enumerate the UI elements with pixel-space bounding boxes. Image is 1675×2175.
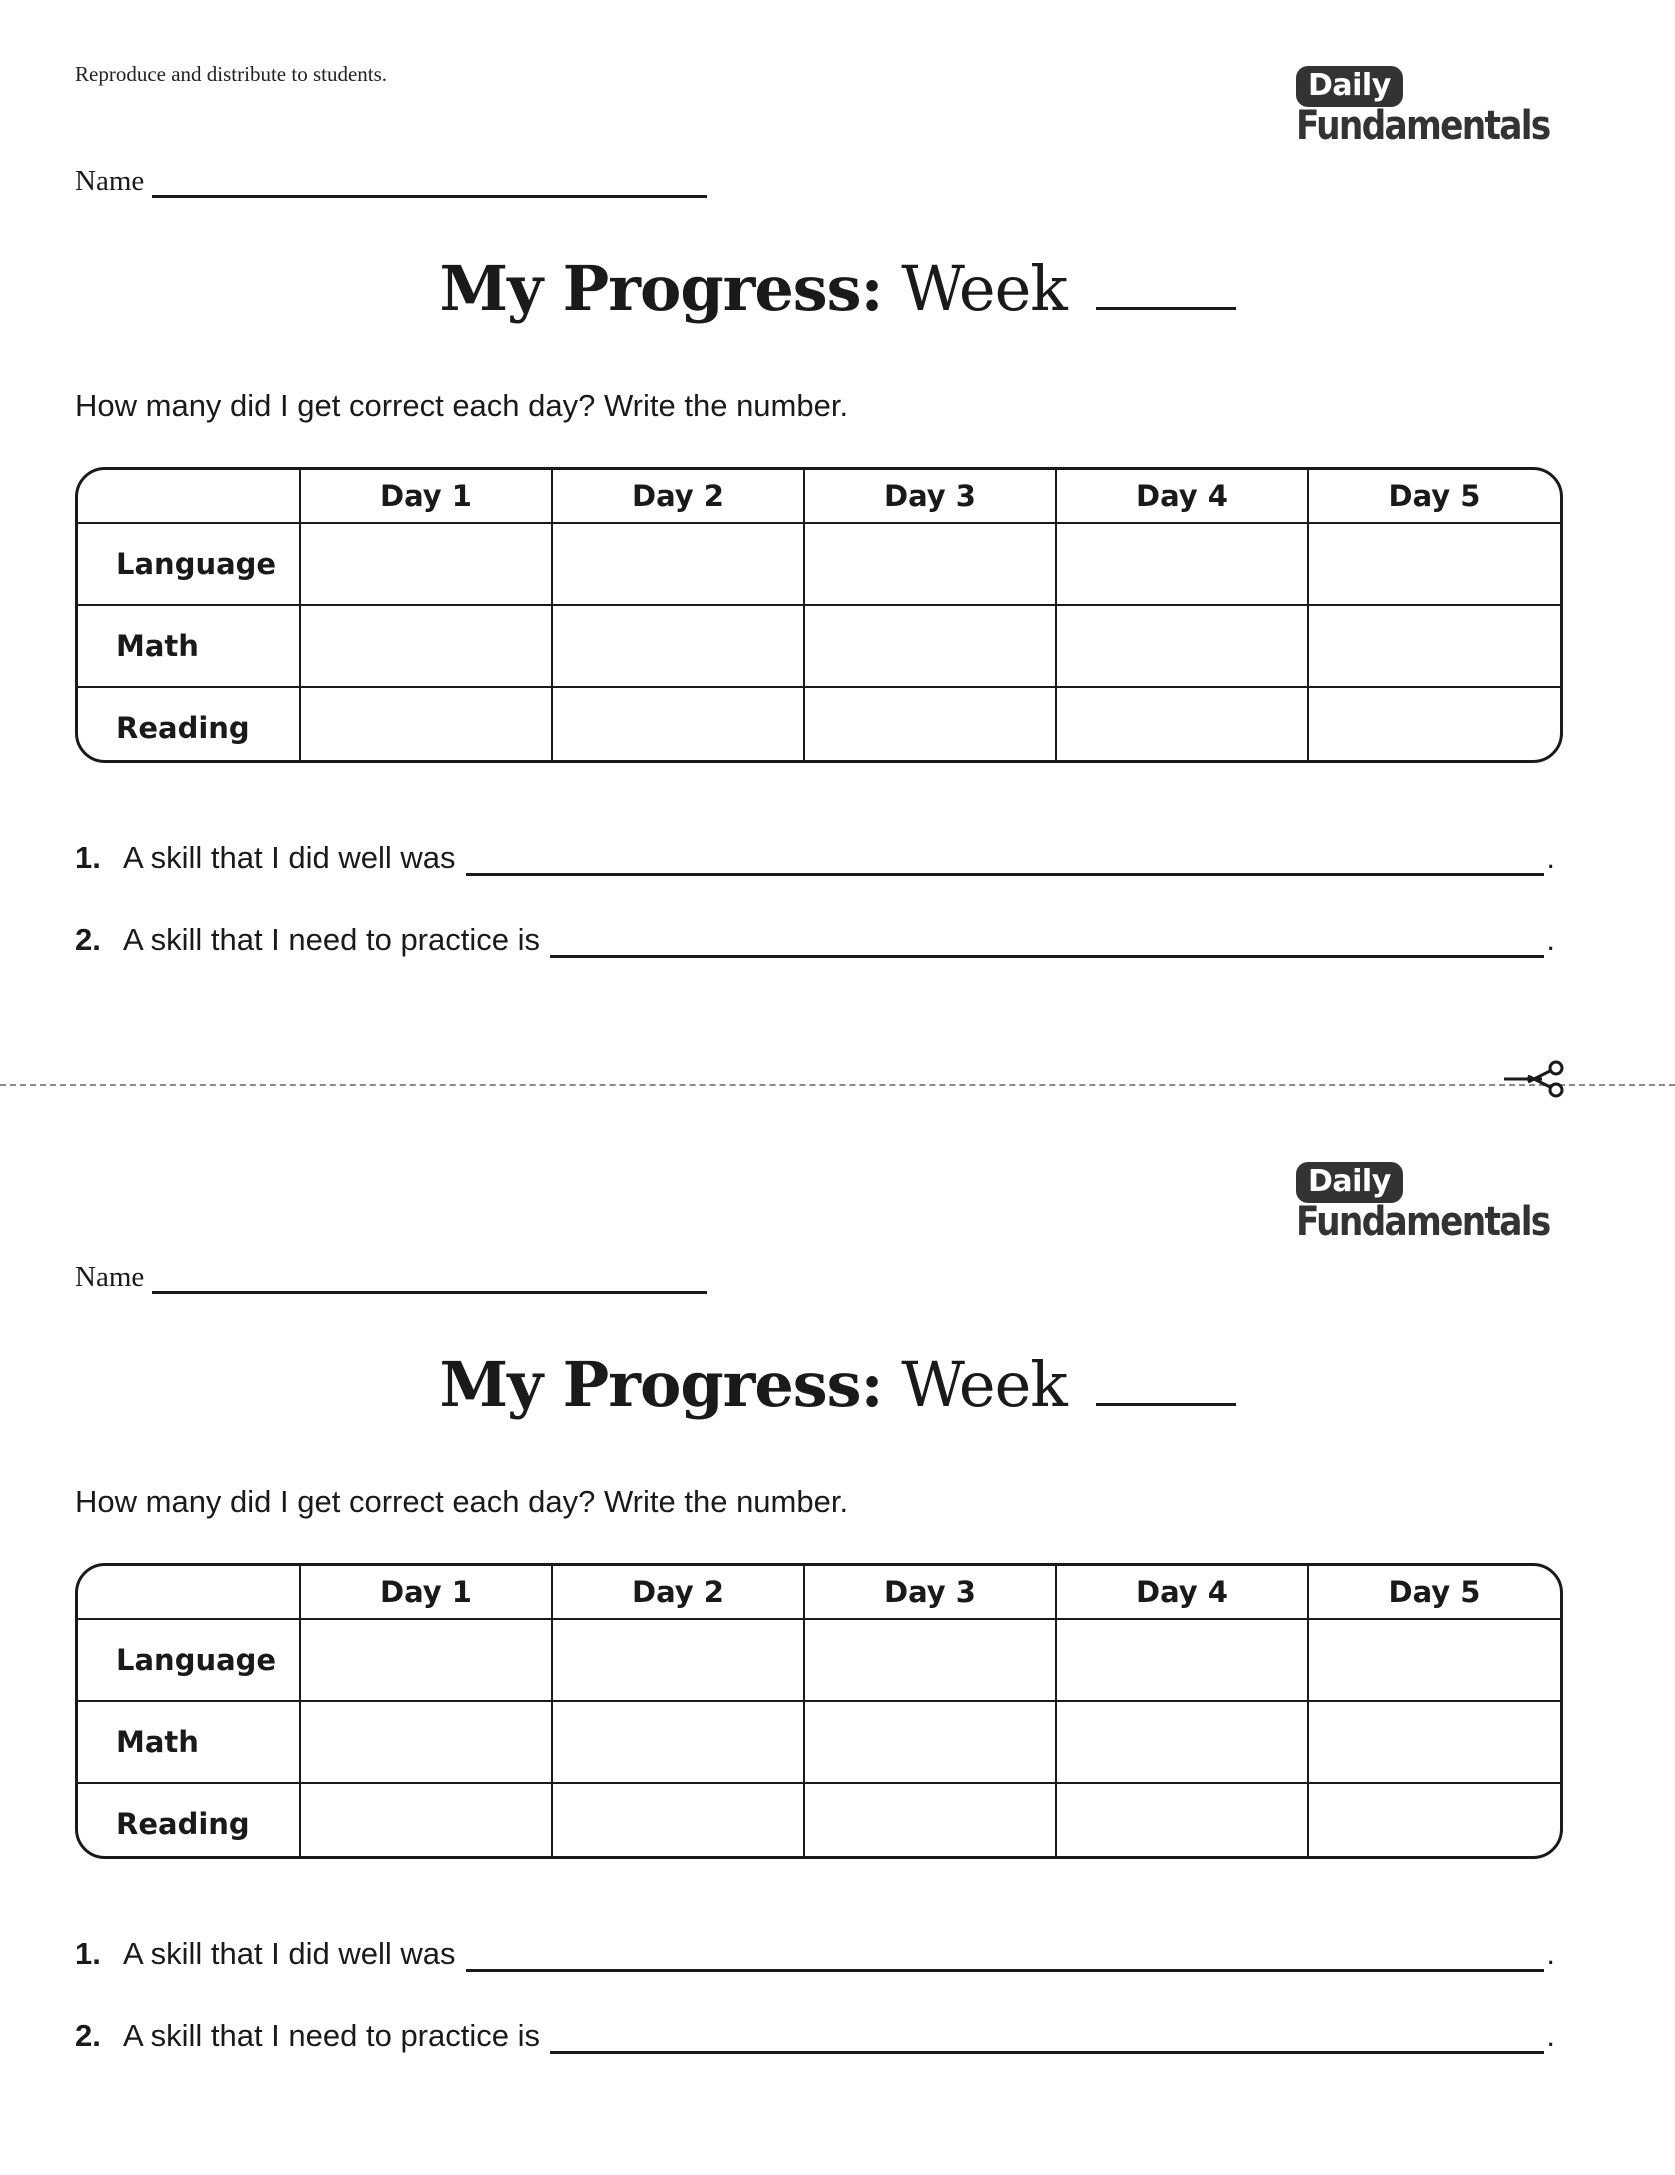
row-label-language: Language	[78, 1619, 300, 1701]
score-cell[interactable]	[300, 1701, 552, 1783]
score-cell[interactable]	[1308, 1619, 1560, 1701]
score-cell[interactable]	[804, 1619, 1056, 1701]
column-header-day-5: Day 5	[1308, 470, 1560, 523]
week-blank-line[interactable]	[1096, 1359, 1236, 1406]
score-cell[interactable]	[1056, 1701, 1308, 1783]
score-cell[interactable]	[1308, 605, 1560, 687]
score-cell[interactable]	[300, 1619, 552, 1701]
answer-blank-line[interactable]	[550, 2021, 1544, 2054]
answer-blank-line[interactable]	[466, 1939, 1545, 1972]
question-text: A skill that I did well was	[123, 1936, 456, 1971]
score-cell[interactable]	[300, 605, 552, 687]
title-strong: My Progress:	[439, 1348, 883, 1421]
column-header-day-1: Day 1	[300, 470, 552, 523]
score-cell[interactable]	[804, 1701, 1056, 1783]
score-cell[interactable]	[552, 1619, 804, 1701]
name-blank-line[interactable]	[152, 167, 707, 198]
question-2: 2. A skill that I need to practice is .	[75, 2018, 1555, 2053]
row-label-math: Math	[78, 605, 300, 687]
row-label-reading: Reading	[78, 687, 300, 763]
progress-sheet-1	[0, 0, 1675, 1000]
table-row	[78, 605, 1560, 687]
question-number: 2.	[75, 2018, 101, 2053]
table-row	[78, 523, 1560, 605]
column-header-day-2: Day 2	[552, 470, 804, 523]
score-cell[interactable]	[1056, 605, 1308, 687]
score-cell[interactable]	[300, 523, 552, 605]
question-text: A skill that I need to practice is	[123, 922, 540, 957]
progress-table	[75, 467, 1563, 763]
title-week: Week	[901, 1348, 1067, 1421]
score-cell[interactable]	[300, 687, 552, 763]
daily-fundamentals-logo	[1296, 66, 1556, 149]
question-number: 1.	[75, 840, 101, 875]
column-header-day-2: Day 2	[552, 1566, 804, 1619]
score-cell[interactable]	[804, 523, 1056, 605]
name-field	[75, 1254, 725, 1294]
score-cell[interactable]	[1056, 1619, 1308, 1701]
table-corner-cell	[78, 470, 300, 523]
question-text: A skill that I did well was	[123, 840, 456, 875]
page-title	[0, 1348, 1675, 1421]
answer-blank-line[interactable]	[550, 925, 1544, 958]
score-cell[interactable]	[300, 1783, 552, 1859]
score-cell[interactable]	[552, 605, 804, 687]
row-label-language: Language	[78, 523, 300, 605]
column-header-day-3: Day 3	[804, 1566, 1056, 1619]
scissors-icon	[1500, 1059, 1570, 1099]
name-field	[75, 158, 725, 198]
progress-table	[75, 1563, 1563, 1859]
score-cell[interactable]	[1056, 687, 1308, 763]
column-header-day-3: Day 3	[804, 470, 1056, 523]
table-row	[78, 1783, 1560, 1859]
logo-badge: Daily	[1296, 1162, 1403, 1203]
score-cell[interactable]	[552, 523, 804, 605]
logo-wordmark: Fundamentals	[1296, 1199, 1550, 1245]
question-number: 1.	[75, 1936, 101, 1971]
score-cell[interactable]	[1308, 523, 1560, 605]
name-blank-line[interactable]	[152, 1263, 707, 1294]
instruction-text: How many did I get correct each day? Write the number.	[75, 388, 849, 423]
table-corner-cell	[78, 1566, 300, 1619]
score-cell[interactable]	[804, 1783, 1056, 1859]
score-cell[interactable]	[804, 605, 1056, 687]
cut-dashed-line	[0, 1084, 1675, 1086]
score-cell[interactable]	[552, 1701, 804, 1783]
column-header-day-5: Day 5	[1308, 1566, 1560, 1619]
week-blank-line[interactable]	[1096, 263, 1236, 310]
score-cell[interactable]	[1056, 523, 1308, 605]
row-label-math: Math	[78, 1701, 300, 1783]
title-strong: My Progress:	[439, 252, 883, 325]
table-row	[78, 687, 1560, 763]
question-1: 1. A skill that I did well was .	[75, 840, 1555, 875]
instruction-text: How many did I get correct each day? Write the number.	[75, 1484, 849, 1519]
question-2: 2. A skill that I need to practice is .	[75, 922, 1555, 957]
logo-badge: Daily	[1296, 66, 1403, 107]
question-number: 2.	[75, 922, 101, 957]
score-cell[interactable]	[552, 1783, 804, 1859]
score-cell[interactable]	[1308, 1701, 1560, 1783]
score-cell[interactable]	[1308, 687, 1560, 763]
name-label: Name	[75, 1261, 145, 1293]
table-row	[78, 1701, 1560, 1783]
progress-sheet-2	[0, 1096, 1675, 2096]
table-header-row	[78, 1566, 1560, 1619]
page-title	[0, 252, 1675, 325]
row-label-reading: Reading	[78, 1783, 300, 1859]
reproduce-note: Reproduce and distribute to students.	[75, 62, 388, 86]
table-header-row	[78, 470, 1560, 523]
column-header-day-4: Day 4	[1056, 1566, 1308, 1619]
column-header-day-4: Day 4	[1056, 470, 1308, 523]
score-cell[interactable]	[1308, 1783, 1560, 1859]
title-week: Week	[901, 252, 1067, 325]
daily-fundamentals-logo	[1296, 1162, 1556, 1245]
logo-wordmark: Fundamentals	[1296, 103, 1550, 149]
name-label: Name	[75, 165, 145, 197]
score-cell[interactable]	[804, 687, 1056, 763]
score-cell[interactable]	[1056, 1783, 1308, 1859]
column-header-day-1: Day 1	[300, 1566, 552, 1619]
answer-blank-line[interactable]	[466, 843, 1545, 876]
question-1: 1. A skill that I did well was .	[75, 1936, 1555, 1971]
table-row	[78, 1619, 1560, 1701]
score-cell[interactable]	[552, 687, 804, 763]
question-text: A skill that I need to practice is	[123, 2018, 540, 2053]
